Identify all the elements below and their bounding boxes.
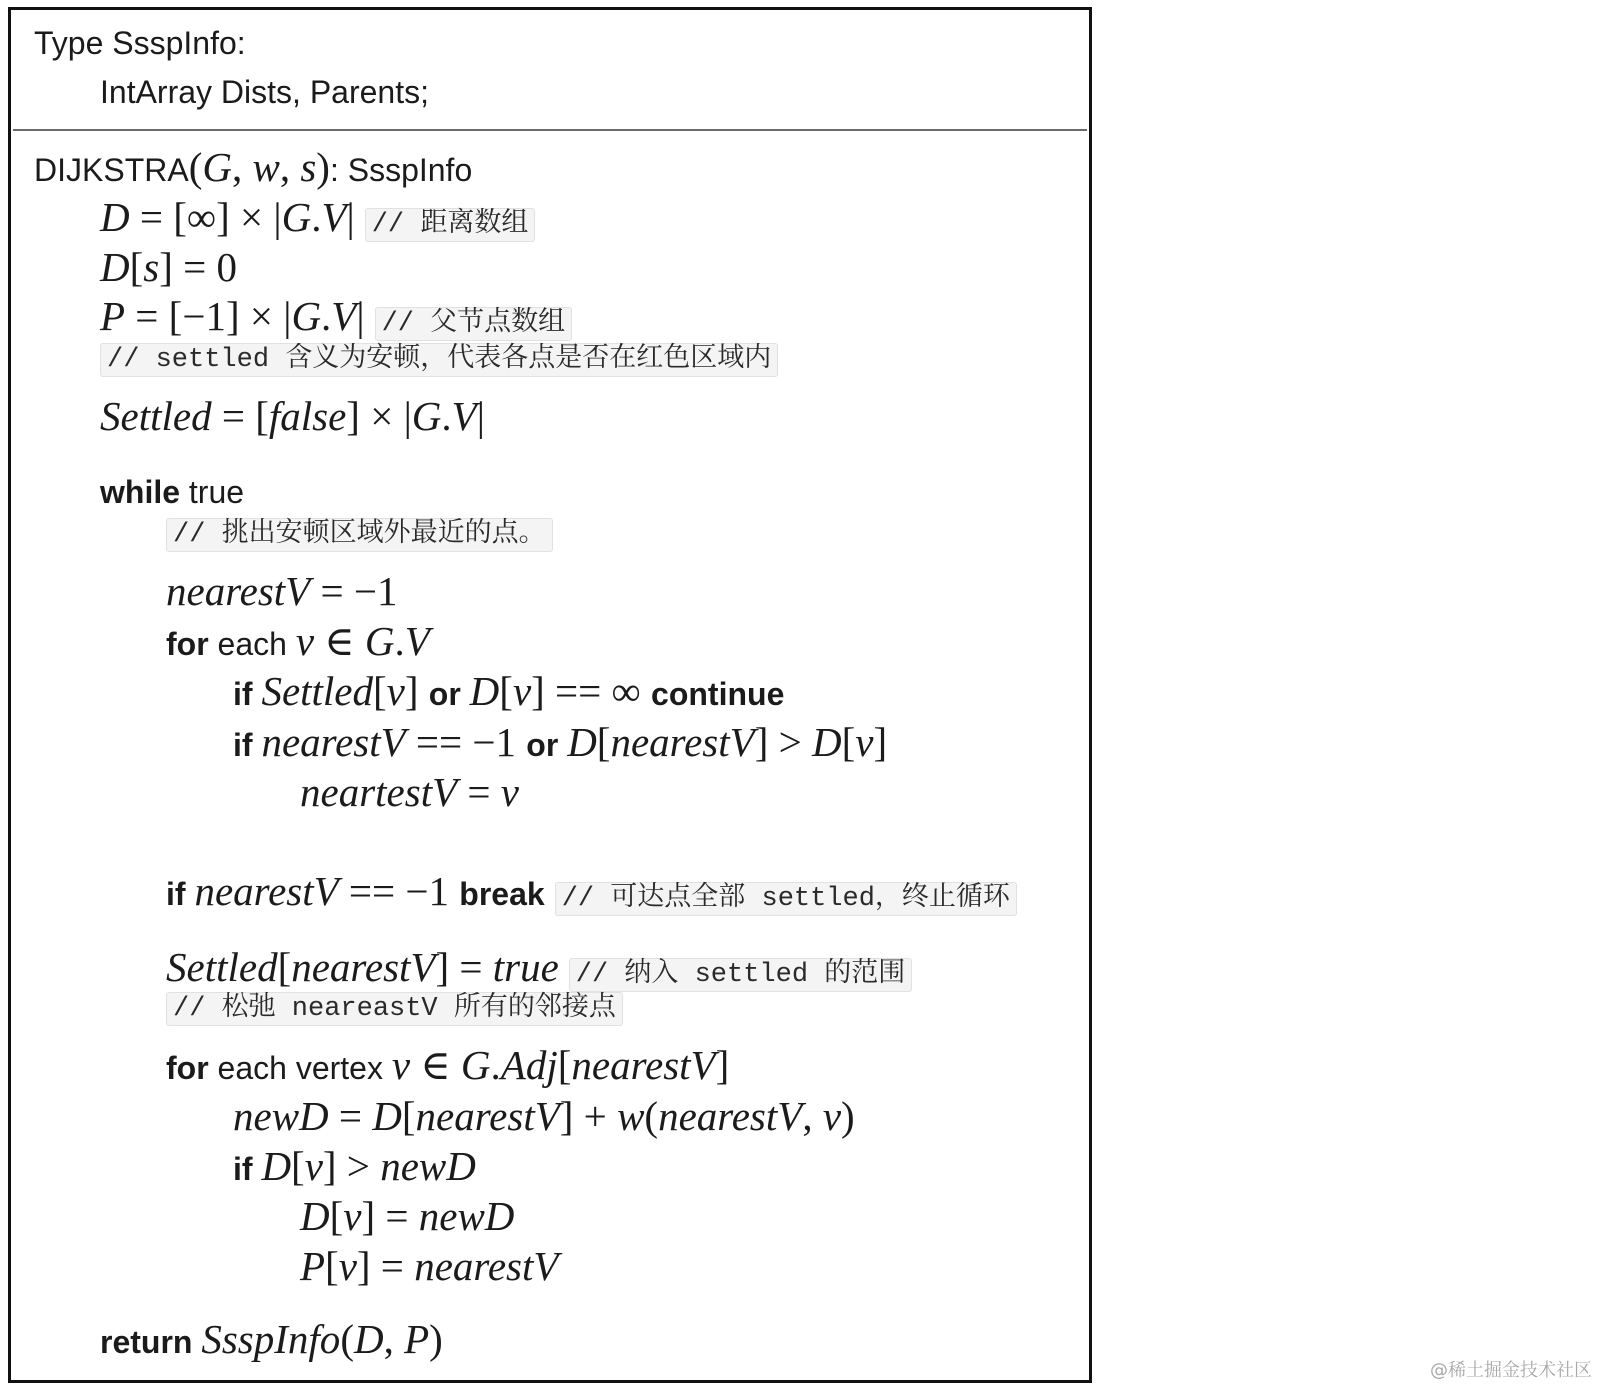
math-variable: nearestV	[610, 719, 755, 765]
code-line	[166, 567, 397, 615]
math-variable: v	[855, 719, 874, 765]
math-variable: Settled	[100, 393, 212, 439]
math-variable: G	[291, 293, 322, 339]
math-variable: v	[295, 618, 315, 664]
math-operator: ∈	[314, 618, 365, 664]
code-line	[166, 943, 912, 992]
math-variable: v	[500, 769, 519, 815]
keyword: or	[526, 727, 568, 763]
math-variable: G	[460, 1042, 491, 1088]
math-operator: ] >	[754, 719, 812, 765]
math-operator: ] +	[559, 1093, 618, 1139]
math-operator: =	[457, 769, 501, 815]
math-variable: Adj	[500, 1042, 558, 1088]
math-operator: ] =	[356, 1243, 415, 1289]
code-line	[300, 1242, 558, 1290]
math-operator: )	[316, 144, 330, 190]
code-line	[100, 292, 572, 341]
math-variable: G	[411, 393, 442, 439]
math-operator: (	[340, 1316, 354, 1362]
math-variable: nearestV	[414, 1243, 559, 1289]
comment: // settled 含义为安顿，代表各点是否在红色区域内	[100, 343, 778, 377]
math-variable: V	[451, 393, 477, 439]
function-signature	[34, 143, 472, 194]
math-variable: nearestV	[571, 1042, 716, 1088]
code-line	[300, 1192, 514, 1240]
math-operator: ]	[715, 1042, 730, 1088]
math-operator: )	[841, 1093, 855, 1139]
keyword: if	[233, 727, 262, 763]
math-variable: v	[391, 1042, 411, 1088]
math-variable: D	[567, 719, 597, 765]
math-variable: SsspInfo	[201, 1316, 341, 1362]
keyword: for	[166, 1050, 209, 1086]
math-operator: ] == ∞	[531, 668, 652, 714]
math-variable: G	[202, 144, 232, 190]
math-variable: D	[372, 1093, 402, 1139]
keyword: if	[233, 1151, 262, 1187]
text: Type SsspInfo:	[34, 25, 246, 61]
keyword: while	[100, 474, 181, 510]
math-variable: s	[143, 244, 160, 290]
comment: // 距离数组	[365, 208, 536, 242]
code-line	[100, 193, 535, 242]
text: true	[180, 474, 245, 510]
while-line	[100, 468, 244, 516]
comment-line	[166, 992, 623, 1026]
math-operator: |	[476, 393, 485, 439]
math-variable: v	[343, 1193, 362, 1239]
math-variable: D	[261, 1143, 292, 1189]
math-operator: (	[188, 144, 203, 190]
keyword: if	[166, 876, 195, 912]
math-operator: == −1	[338, 868, 460, 914]
keyword: if	[233, 676, 262, 712]
math-variable: v	[822, 1093, 842, 1139]
math-operator: .	[311, 194, 322, 240]
math-operator: [	[373, 668, 387, 714]
comment: // 松弛 neareastV 所有的邻接点	[166, 992, 623, 1026]
math-variable: D	[300, 1193, 330, 1239]
math-operator: ] >	[322, 1143, 381, 1189]
math-variable: Settled	[261, 668, 374, 714]
math-variable: w	[617, 1093, 645, 1139]
math-variable: v	[512, 668, 532, 714]
math-operator: .	[394, 618, 405, 664]
math-variable: true	[492, 944, 559, 990]
math-operator: [	[596, 719, 611, 765]
math-variable: nearestV	[261, 719, 406, 765]
math-variable: w	[252, 144, 280, 190]
math-variable: neartestV	[300, 769, 458, 815]
math-operator: [	[329, 1193, 344, 1239]
math-operator: ]	[873, 719, 888, 765]
math-operator: [	[291, 1143, 305, 1189]
math-variable: V	[331, 293, 357, 339]
math-operator: ] × |	[346, 393, 412, 439]
math-operator: [	[841, 719, 856, 765]
pseudocode-frame	[8, 7, 1092, 1383]
math-variable: P	[404, 1316, 430, 1362]
math-operator: [	[401, 1093, 416, 1139]
math-variable: nearestV	[194, 868, 339, 914]
math-operator: |	[346, 194, 355, 240]
comment: // 纳入 settled 的范围	[569, 958, 912, 992]
watermark: @稀土掘金技术社区	[1430, 1360, 1592, 1381]
math-operator: == −1	[405, 719, 527, 765]
type-declaration-fields	[100, 68, 429, 116]
comment: // 可达点全部 settled，终止循环	[555, 882, 1017, 916]
section-divider	[13, 129, 1087, 131]
keyword: break	[459, 876, 545, 912]
math-operator: =	[328, 1093, 373, 1139]
code-line	[100, 392, 485, 440]
for-line	[166, 1041, 729, 1092]
math-variable: v	[338, 1243, 357, 1289]
text: IntArray Dists, Parents;	[100, 74, 429, 110]
math-variable: D	[100, 244, 130, 290]
if-line	[233, 718, 887, 769]
math-variable: Settled	[166, 944, 278, 990]
math-variable: v	[304, 1143, 323, 1189]
math-variable: nearestV	[166, 568, 311, 614]
math-operator: = −1	[310, 568, 398, 614]
return-line	[100, 1315, 443, 1366]
comment: // 挑出安顿区域外最近的点。	[166, 518, 553, 552]
math-variable: V	[321, 194, 347, 240]
math-operator: [	[277, 944, 292, 990]
code-line	[233, 1092, 855, 1140]
math-operator: [	[325, 1243, 339, 1289]
math-variable: nearestV	[291, 944, 436, 990]
math-operator: ,	[802, 1093, 823, 1139]
math-variable: D	[469, 668, 500, 714]
math-operator: ] =	[435, 944, 493, 990]
math-operator: = [−1] × |	[125, 293, 292, 339]
type-declaration-header	[34, 19, 246, 67]
math-operator: ,	[279, 144, 301, 190]
math-variable: D	[353, 1316, 384, 1362]
math-variable: false	[268, 393, 347, 439]
math-variable: G	[364, 618, 395, 664]
keyword: continue	[651, 676, 785, 712]
math-operator: |	[356, 293, 365, 339]
math-operator: = [	[211, 393, 269, 439]
text: each vertex	[208, 1050, 392, 1086]
math-variable: D	[811, 719, 842, 765]
math-operator: [	[129, 244, 144, 290]
math-operator: ] = 0	[159, 244, 238, 290]
math-operator: [	[499, 668, 513, 714]
math-variable: newD	[418, 1193, 515, 1239]
math-variable: D	[100, 194, 130, 240]
math-variable: s	[300, 144, 317, 190]
keyword: for	[166, 626, 209, 662]
comment-line	[166, 518, 553, 552]
if-line	[166, 867, 1017, 918]
for-line	[166, 617, 430, 668]
math-variable: v	[386, 668, 405, 714]
keyword: or	[428, 676, 470, 712]
math-operator: (	[644, 1093, 659, 1139]
comment-line	[100, 343, 778, 377]
math-operator: [	[557, 1042, 572, 1088]
return-type: : SsspInfo	[329, 152, 473, 188]
code-line	[300, 768, 519, 816]
keyword: return	[100, 1324, 202, 1360]
math-operator: )	[429, 1316, 443, 1362]
math-variable: nearestV	[415, 1093, 560, 1139]
math-variable: newD	[380, 1143, 476, 1189]
math-variable: V	[404, 618, 430, 664]
if-line	[233, 667, 784, 718]
if-line	[233, 1142, 476, 1193]
math-variable: newD	[233, 1093, 329, 1139]
text: each	[208, 626, 296, 662]
math-variable: P	[300, 1243, 326, 1289]
math-operator: .	[321, 293, 332, 339]
comment: // 父节点数组	[375, 307, 573, 341]
math-operator: ∈	[410, 1042, 461, 1088]
math-variable: P	[100, 293, 126, 339]
function-name: DIJKSTRA	[34, 152, 189, 188]
math-operator: = [∞] × |	[129, 194, 282, 240]
math-operator: ]	[404, 668, 429, 714]
math-operator: .	[490, 1042, 501, 1088]
code-line	[100, 243, 237, 291]
math-operator: .	[441, 393, 452, 439]
math-variable: G	[281, 194, 312, 240]
math-operator: ,	[383, 1316, 405, 1362]
math-variable: nearestV	[658, 1093, 803, 1139]
math-operator: ,	[231, 144, 253, 190]
math-operator: ] =	[361, 1193, 419, 1239]
